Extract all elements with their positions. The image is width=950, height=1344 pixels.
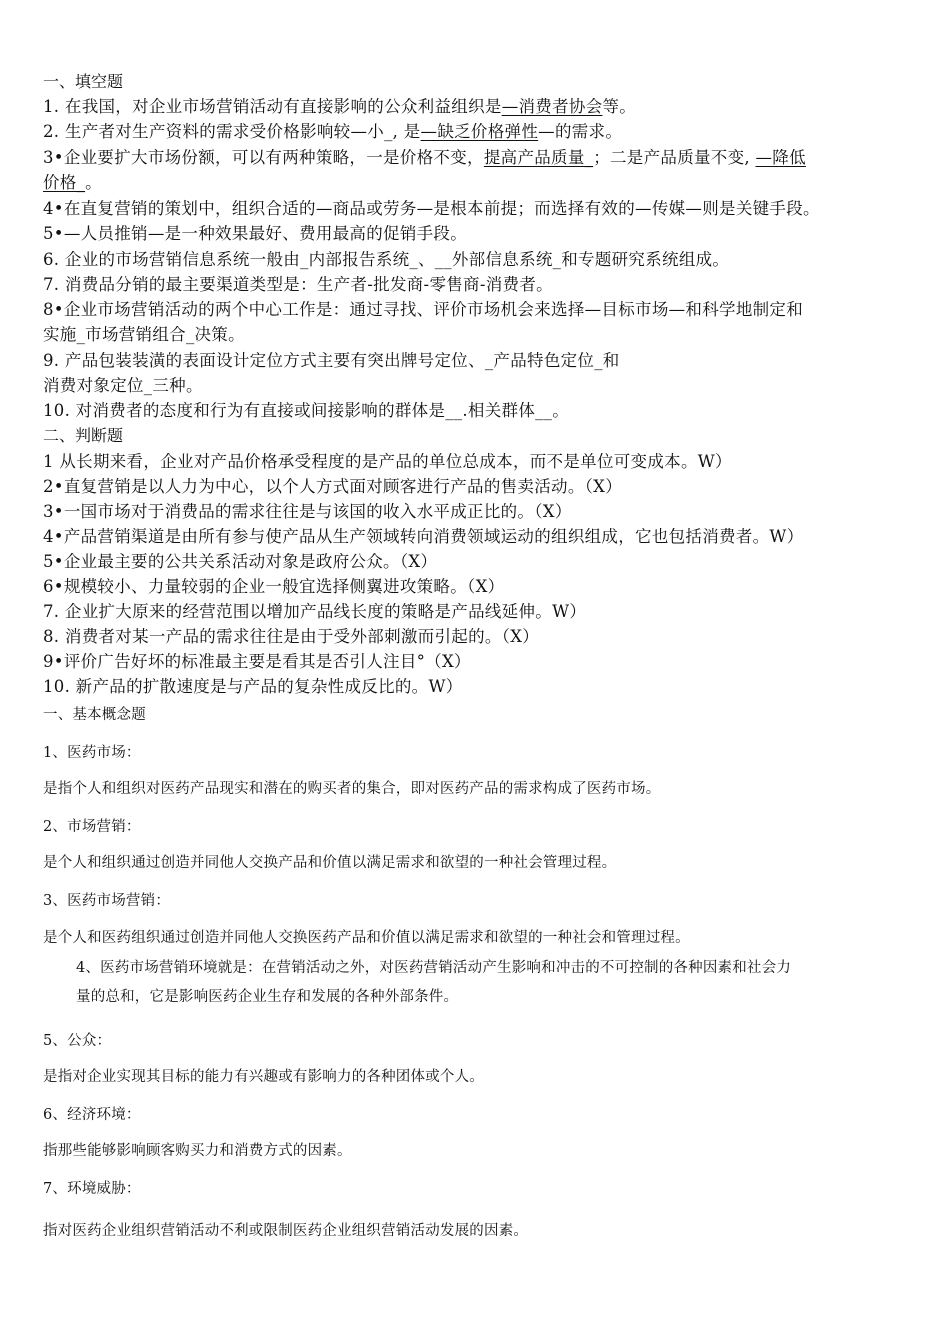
concept-heading-5: 5、公众：: [43, 1033, 112, 1049]
concept-body-1: 是指个人和组织对医药产品现实和潜在的购买者的集合，即对医药产品的需求构成了医药市场。: [43, 781, 661, 797]
fill-question-1-text: 1. 在我国，对企业市场营销活动有直接影响的公众利益组织是: [43, 97, 502, 116]
judge-item: 2•直复营销是以人力为中心，以个人方式面对顾客进行产品的售卖活动。（X）: [43, 477, 623, 496]
fill-question-2-text: 2. 生产者对生产资料的需求受价格影响较—小_, 是: [43, 122, 421, 141]
fill-answer-3b: —降低: [755, 148, 806, 167]
concept-heading-1: 1、医药市场：: [43, 745, 141, 761]
concept-body-2: 是个人和组织通过创造并同他人交换产品和价值以满足需求和欲望的一种社会管理过程。: [43, 855, 617, 871]
concept-heading-7: 7、环境威胁：: [43, 1181, 141, 1197]
fill-question-2: [43, 121, 622, 143]
fill-question-2-end: —的需求。: [538, 122, 623, 141]
fill-question-9-cont: 消费对象定位_三种。: [43, 376, 203, 395]
fill-question-7: 7. 消费品分销的最主要渠道类型是：生产者-批发商-零售商-消费者。: [43, 275, 553, 294]
judge-item: 5•企业最主要的公共关系活动对象是政府公众。（X）: [43, 552, 438, 571]
concept-body-7: 指对医药企业组织营销活动不利或限制医药企业组织营销活动发展的因素。: [43, 1223, 529, 1239]
fill-answer-3b-cont: 价格_: [43, 173, 86, 192]
fill-question-8: 8•企业市场营销活动的两个中心工作是：通过寻找、评价市场机会来选择—目标市场—和科学地制定和: [43, 300, 804, 319]
section-title-fill-in: 一、填空题: [43, 72, 124, 91]
fill-question-10: 10. 对消费者的态度和行为有直接或间接影响的群体是__.相关群体__。: [43, 401, 570, 420]
fill-question-4: 4•在直复营销的策划中，组织合适的—商品或劳务—是根本前提；而选择有效的—传媒—则是关键手段。: [43, 199, 820, 218]
judge-item: 9•评价广告好坏的标准最主要是看其是否引人注目°（X）: [43, 652, 471, 671]
section-title-concepts: 一、基本概念题: [43, 707, 146, 723]
judge-item: 3•一国市场对于消费品的需求往往是与该国的收入水平成正比的。（X）: [43, 502, 572, 521]
concept-body-6: 指那些能够影响顾客购买力和消费方式的因素。: [43, 1143, 352, 1159]
fill-question-8-cont: 实施_市场营销组合_决策。: [43, 325, 245, 344]
judge-item: 10. 新产品的扩散速度是与产品的复杂性成反比的。W）: [43, 677, 463, 696]
fill-answer-1: —消费者协会: [501, 97, 603, 116]
fill-question-1-end: 等。: [602, 97, 637, 116]
concept-heading-3: 3、医药市场营销：: [43, 893, 171, 909]
fill-answer-3a: 提高产品质量_: [483, 148, 594, 167]
concept-body-5: 是指对企业实现其目标的能力有兴趣或有影响力的各种团体或个人。: [43, 1069, 484, 1085]
fill-question-3-mid: ；二是产品质量不变,: [593, 148, 756, 167]
judge-item: 8. 消费者对某一产品的需求往往是由于受外部刺激而引起的。（X）: [43, 627, 540, 646]
judge-item: 7. 企业扩大原来的经营范围以增加产品线长度的策略是产品线延伸。W）: [43, 602, 587, 621]
judge-item: 4•产品营销渠道是由所有参与使产品从生产领域转向消费领域运动的组织组成，它也包括消费者。W）: [43, 527, 804, 546]
concept-heading-6: 6、经济环境：: [43, 1107, 141, 1123]
fill-question-1: [43, 96, 636, 118]
fill-question-9: 9. 产品包装装潢的表面设计定位方式主要有突出牌号定位、_产品特色定位_和: [43, 351, 620, 370]
concept-4-line-1: 4、医药市场营销环境就是：在营销活动之外，对医药营销活动产生影响和冲击的不可控制的各种因素和社会力: [76, 960, 792, 976]
concept-heading-2: 2、市场营销：: [43, 819, 141, 835]
fill-question-5: 5•—人员推销—是一种效果最好、费用最高的促销手段。: [43, 224, 468, 243]
fill-question-3-cont: [43, 172, 102, 194]
concept-body-3: 是个人和医药组织通过创造并同他人交换医药产品和价值以满足需求和欲望的一种社会和管理过程。: [43, 930, 690, 946]
judge-item: 1 从长期来看，企业对产品价格承受程度的是产品的单位总成本，而不是单位可变成本。W）: [43, 452, 732, 471]
section-title-judgement: 二、判断题: [43, 426, 124, 445]
fill-answer-2: —缺乏价格弹性: [420, 122, 539, 141]
fill-question-6: 6. 企业的市场营销信息系统一般由_内部报告系统_、__外部信息系统_和专题研究系统组成。: [43, 250, 730, 269]
fill-question-3: [43, 147, 806, 169]
judge-item: 6•规模较小、力量较弱的企业一般宜选择侧翼进攻策略。（X）: [43, 577, 505, 596]
fill-question-3-end: 。: [85, 173, 102, 192]
fill-question-3-text: 3•企业要扩大市场份额，可以有两种策略，一是价格不变，: [43, 148, 484, 167]
concept-4-line-2: 量的总和，它是影响医药企业生存和发展的各种外部条件。: [76, 989, 459, 1005]
